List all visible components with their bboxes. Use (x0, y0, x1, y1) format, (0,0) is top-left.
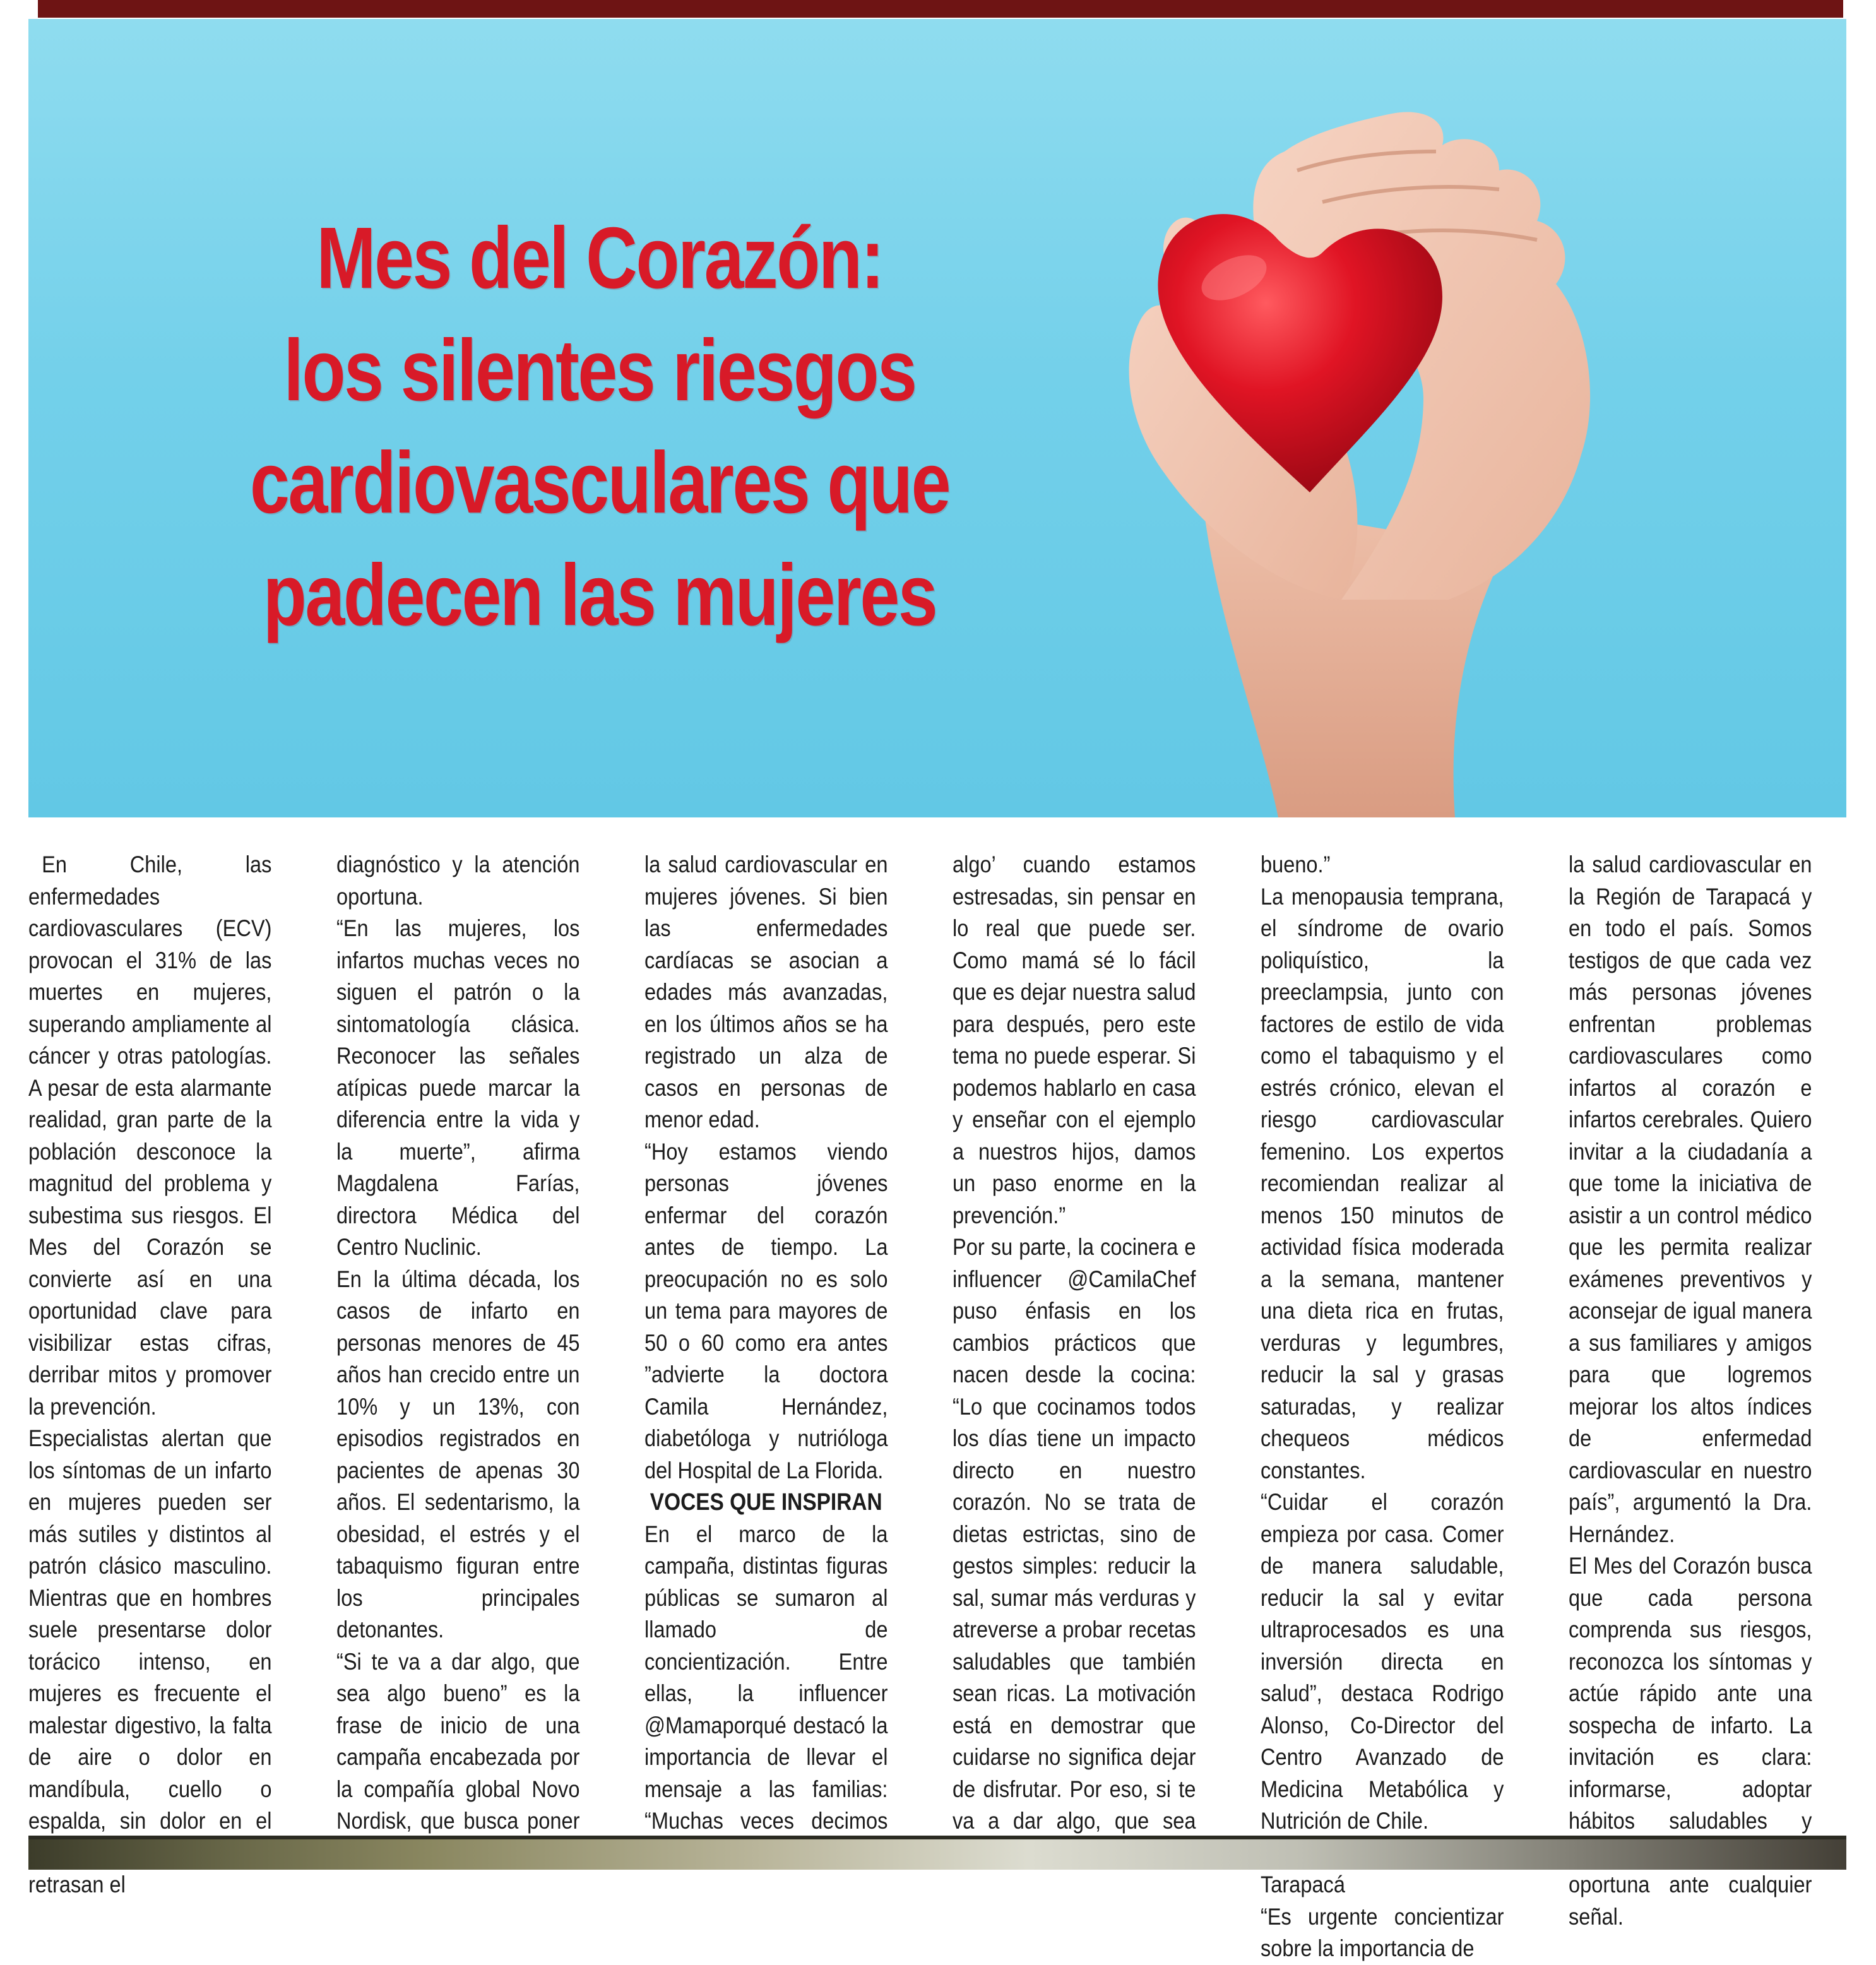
top-color-bar (38, 0, 1843, 18)
paragraph: La menopausia temprana, el síndrome de ovario poliquístico, la preeclampsia, junto con factores de estilo de vida como el tabaquismo y el estrés crónico, elevan el riesgo cardiovascular femenino. Los expertos recomiendan realizar al menos 150 minutos de actividad física moderada a la semana, mantener una dieta rica en frutas, verduras y legumbres, reducir la sal y grasas saturadas, y realizar chequeos médicos constantes. (1261, 883, 1504, 1483)
paragraph: “Cuidar el corazón empieza por casa. Comer de manera saludable, reducir la sal y evitar ultraprocesados es una inversión directa en salud”, destaca Rodrigo Alonso, Co-Director del Centro Avanzado de Medicina Metabólica y Nutrición de Chile. (1261, 1489, 1504, 1834)
paragraph: algo’ cuando estamos estresadas, sin pensar en lo real que puede ser. Como mamá sé lo fácil que es dejar nuestra salud para después, pero este tema no puede esperar. Si podemos hablarlo en casa y enseñar con el ejemplo a nuestros hijos, damos un paso enorme en la prevención.” (953, 852, 1196, 1228)
article-column-3 (644, 849, 888, 1834)
paragraph: “Es urgente concientizar sobre la importancia de (1261, 1903, 1504, 1961)
article-body (28, 849, 1846, 1961)
bottom-image-strip (28, 1836, 1846, 1870)
paragraph: En la última década, los casos de infarto en personas menores de 45 años han crecido entre un 10% y un 13%, con episodios registrados en pacientes de apenas 30 años. El sedentarismo, la obesidad, el estrés y el tabaquismo figuran entre los principales detonantes. (336, 1266, 580, 1642)
hero-banner (28, 19, 1846, 817)
paragraph: bueno.” (1261, 852, 1331, 877)
article-headline (188, 202, 1011, 651)
paragraph: “Si te va a dar algo, que sea algo bueno” es la frase de inicio de una campaña encabezada por la compañía global Novo Nordisk, que busca poner (336, 1648, 580, 1834)
article-column-6 (1569, 849, 1812, 1930)
paragraph: En el marco de la campaña, distintas figuras públicas se sumaron al llamado de concientización. Entre ellas, la influencer @Mamaporqué destacó la importancia de llevar el mensaje a las familias: “Muchas veces decimos (644, 1521, 888, 1834)
article-column-5 (1261, 849, 1504, 1961)
headline-line-1: Mes del Corazón: (316, 210, 883, 307)
article-column-4 (953, 849, 1196, 1834)
paragraph: En Chile, las enfermedades cardiovasculares (ECV) provocan el 31% de las muertes en mujeres, superando ampliamente al cáncer y otras patologías. A pesar de esta alarmante realidad, gran parte de la población desconoce la magnitud del problema y subestima sus riesgos. El Mes del Corazón se convierte así en una oportunidad clave para visibilizar estas cifras, derribar mitos y promover la prevención. (28, 852, 272, 1420)
paragraph: “En las mujeres, los infartos muchas veces no siguen el patrón o la sintomatología clásica. Reconocer las señales atípicas puede marcar la diferencia entre la vida y la muerte”, afirma Magdalena Farías, directora Médica del Centro Nuclinic. (336, 915, 580, 1260)
article-column-1 (28, 849, 272, 1897)
paragraph: la salud cardiovascular en mujeres jóvenes. Si bien las enfermedades cardíacas se asocian a edades más avanzadas, en los últimos años se ha registrado un alza de casos en personas de menor edad. (644, 852, 888, 1132)
paragraph: Tarapacá (1261, 1872, 1345, 1897)
paragraph: diagnóstico y la atención oportuna. (336, 852, 580, 910)
headline-line-3: cardiovasculares que (249, 434, 950, 531)
article-column-2 (336, 849, 580, 1834)
paragraph: la salud cardiovascular en la Región de Tarapacá y en todo el país. Somos testigos de que cada vez más personas jóvenes enfrentan problemas cardiovasculares como infartos al corazón e infartos cerebrales. Quiero invitar a la ciudadanía a que tome la iniciativa de asistir a un control médico que les permita realizar exámenes preventivos y aconsejar de igual manera a sus familiares y amigos para que logremos mejorar los altos índices de enfermedad cardiovascular en nuestro país”, argumentó la Dra. Hernández. (1569, 852, 1812, 1547)
heart-in-hands-icon (1070, 95, 1638, 817)
headline-line-4: padecen las mujeres (263, 547, 937, 644)
paragraph: El Mes del Corazón busca que cada persona comprenda sus riesgos, reconozca los síntomas y actúe rápido ante una sospecha de infarto. La invitación es clara: informarse, adoptar hábitos saludables y oportuna ante cualquier señal. (1569, 1553, 1812, 1930)
headline-line-2: los silentes riesgos (283, 322, 916, 419)
paragraph: Especialistas alertan que los síntomas de un infarto en mujeres pueden ser más sutiles y distintos al patrón clásico masculino. Mientras que en hombres suele presentarse dolor torácico intenso, en mujeres es frecuente el malestar digestivo, la falta de aire o dolor en mandíbula, cuello o espalda, sin dolor en el retrasan el (28, 1425, 272, 1897)
paragraph: “Hoy estamos viendo personas jóvenes enfermar del corazón antes de tiempo. La preocupación no es solo un tema para mayores de 50 o 60 como era antes ”advierte la doctora Camila Hernández, diabetóloga y nutrióloga del Hospital de La Florida. (644, 1138, 888, 1483)
section-subhead: VOCES QUE INSPIRAN (650, 1489, 882, 1516)
paragraph: Por su parte, la cocinera e influencer @CamilaChef puso énfasis en los cambios prácticos que nacen desde la cocina: “Lo que cocinamos todos los días tiene un impacto directo en nuestro corazón. No se trata de dietas estrictas, sino de gestos simples: reducir la sal, sumar más verduras y atreverse a probar recetas saludables que también sean ricas. La motivación está en demostrar que cuidarse no significa dejar de disfrutar. Por eso, si te va a dar algo, que sea (953, 1234, 1196, 1834)
